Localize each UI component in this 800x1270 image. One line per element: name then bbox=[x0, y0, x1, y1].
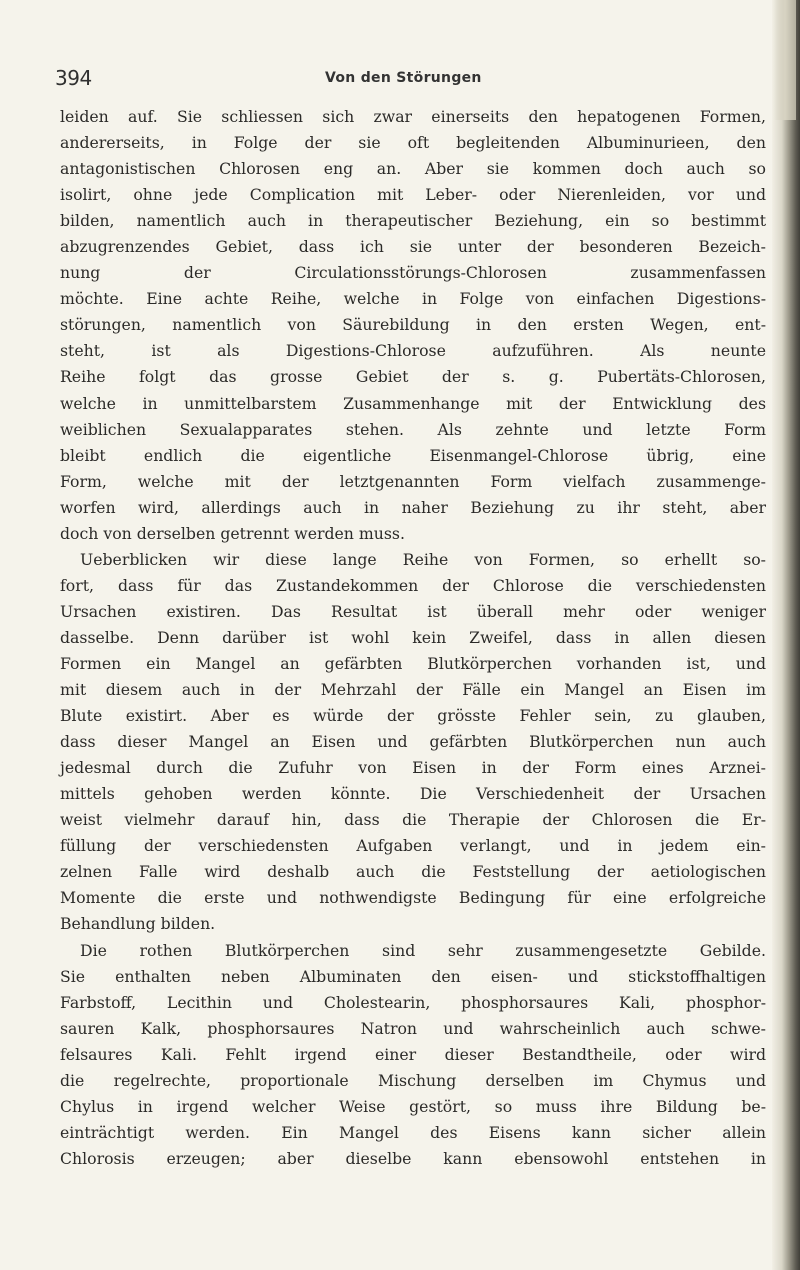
text-line: dasselbe. Denn darüber ist wohl kein Zweifel, dass in allen diesen bbox=[60, 627, 766, 647]
text-line: zelnen Falle wird deshalb auch die Feststellung der aetiologischen bbox=[60, 862, 766, 882]
page-number: 394 bbox=[55, 66, 92, 90]
text-line: Blute existirt. Aber es würde der grösste Fehler sein, zu glauben, bbox=[60, 706, 766, 726]
text-line: isolirt, ohne jede Complication mit Leber- oder Nierenleiden, vor und bbox=[60, 185, 766, 205]
text-line: worfen wird, allerdings auch in naher Beziehung zu ihr steht, aber bbox=[60, 497, 766, 517]
text-line: jedesmal durch die Zufuhr von Eisen in der Form eines Arznei- bbox=[60, 758, 766, 778]
page-header bbox=[0, 66, 800, 90]
text-line: antagonistischen Chlorosen eng an. Aber sie kommen doch auch so bbox=[60, 159, 766, 179]
book-spine-highlight bbox=[774, 0, 796, 120]
text-line: Ueberblicken wir diese lange Reihe von Formen, so erhellt so- bbox=[80, 549, 766, 569]
text-line: abzugrenzendes Gebiet, dass ich sie unter der besonderen Bezeich- bbox=[60, 237, 766, 257]
text-line: Momente die erste und nothwendigste Bedingung für eine erfolgreiche bbox=[60, 888, 766, 908]
body-text bbox=[60, 104, 766, 1172]
text-line: Reihe folgt das grosse Gebiet der s. g. Pubertäts-Chlorosen, bbox=[60, 367, 766, 387]
running-title: Von den Störungen bbox=[325, 70, 482, 86]
text-line: Formen ein Mangel an gefärbten Blutkörperchen vorhanden ist, und bbox=[60, 653, 766, 673]
text-line: sauren Kalk, phosphorsaures Natron und wahrscheinlich auch schwe- bbox=[60, 1018, 766, 1038]
text-line: Die rothen Blutkörperchen sind sehr zusammengesetzte Gebilde. bbox=[80, 940, 766, 960]
text-line: nung der Circulationsstörungs-Chlorosen zusammenfassen bbox=[60, 263, 766, 283]
text-line: steht, ist als Digestions-Chlorose aufzuführen. Als neunte bbox=[60, 341, 766, 361]
text-line: mit diesem auch in der Mehrzahl der Fälle ein Mangel an Eisen im bbox=[60, 680, 766, 700]
text-line: weiblichen Sexualapparates stehen. Als zehnte und letzte Form bbox=[60, 419, 766, 439]
text-line: Chylus in irgend welcher Weise gestört, so muss ihre Bildung be- bbox=[60, 1096, 766, 1116]
text-line: Farbstoff, Lecithin und Cholestearin, phosphorsaures Kali, phosphor- bbox=[60, 992, 766, 1012]
text-line: Behandlung bilden. bbox=[60, 914, 216, 934]
text-line: Ursachen existiren. Das Resultat ist überall mehr oder weniger bbox=[60, 601, 766, 621]
text-line: die regelrechte, proportionale Mischung derselben im Chymus und bbox=[60, 1070, 766, 1090]
text-line: welche in unmittelbarstem Zusammenhange mit der Entwicklung des bbox=[60, 393, 766, 413]
text-line: bleibt endlich die eigentliche Eisenmangel-Chlorose übrig, eine bbox=[60, 445, 766, 465]
text-line: einträchtigt werden. Ein Mangel des Eisens kann sicher allein bbox=[60, 1122, 766, 1142]
text-line: Chlorosis erzeugen; aber dieselbe kann ebensowohl entstehen in bbox=[60, 1148, 766, 1168]
text-line: mittels gehoben werden könnte. Die Verschiedenheit der Ursachen bbox=[60, 784, 766, 804]
text-line: bilden, namentlich auch in therapeutischer Beziehung, ein so bestimmt bbox=[60, 211, 766, 231]
text-line: Sie enthalten neben Albuminaten den eisen- und stickstoffhaltigen bbox=[60, 966, 766, 986]
text-line: felsaures Kali. Fehlt irgend einer dieser Bestandtheile, oder wird bbox=[60, 1044, 766, 1064]
text-line: Form, welche mit der letztgenannten Form vielfach zusammenge- bbox=[60, 471, 766, 491]
book-spine-shadow bbox=[772, 0, 800, 1270]
text-line: andererseits, in Folge der sie oft begleitenden Albuminurieen, den bbox=[60, 133, 766, 153]
text-line: fort, dass für das Zustandekommen der Chlorose die verschiedensten bbox=[60, 575, 766, 595]
text-line: möchte. Eine achte Reihe, welche in Folge von einfachen Digestions- bbox=[60, 289, 766, 309]
text-line: füllung der verschiedensten Aufgaben verlangt, und in jedem ein- bbox=[60, 836, 766, 856]
text-line: doch von derselben getrennt werden muss. bbox=[60, 523, 405, 543]
text-line: störungen, namentlich von Säurebildung in den ersten Wegen, ent- bbox=[60, 315, 766, 335]
text-line: dass dieser Mangel an Eisen und gefärbten Blutkörperchen nun auch bbox=[60, 732, 766, 752]
text-line: weist vielmehr darauf hin, dass die Therapie der Chlorosen die Er- bbox=[60, 810, 766, 830]
text-line: leiden auf. Sie schliessen sich zwar einerseits den hepatogenen Formen, bbox=[60, 107, 766, 126]
